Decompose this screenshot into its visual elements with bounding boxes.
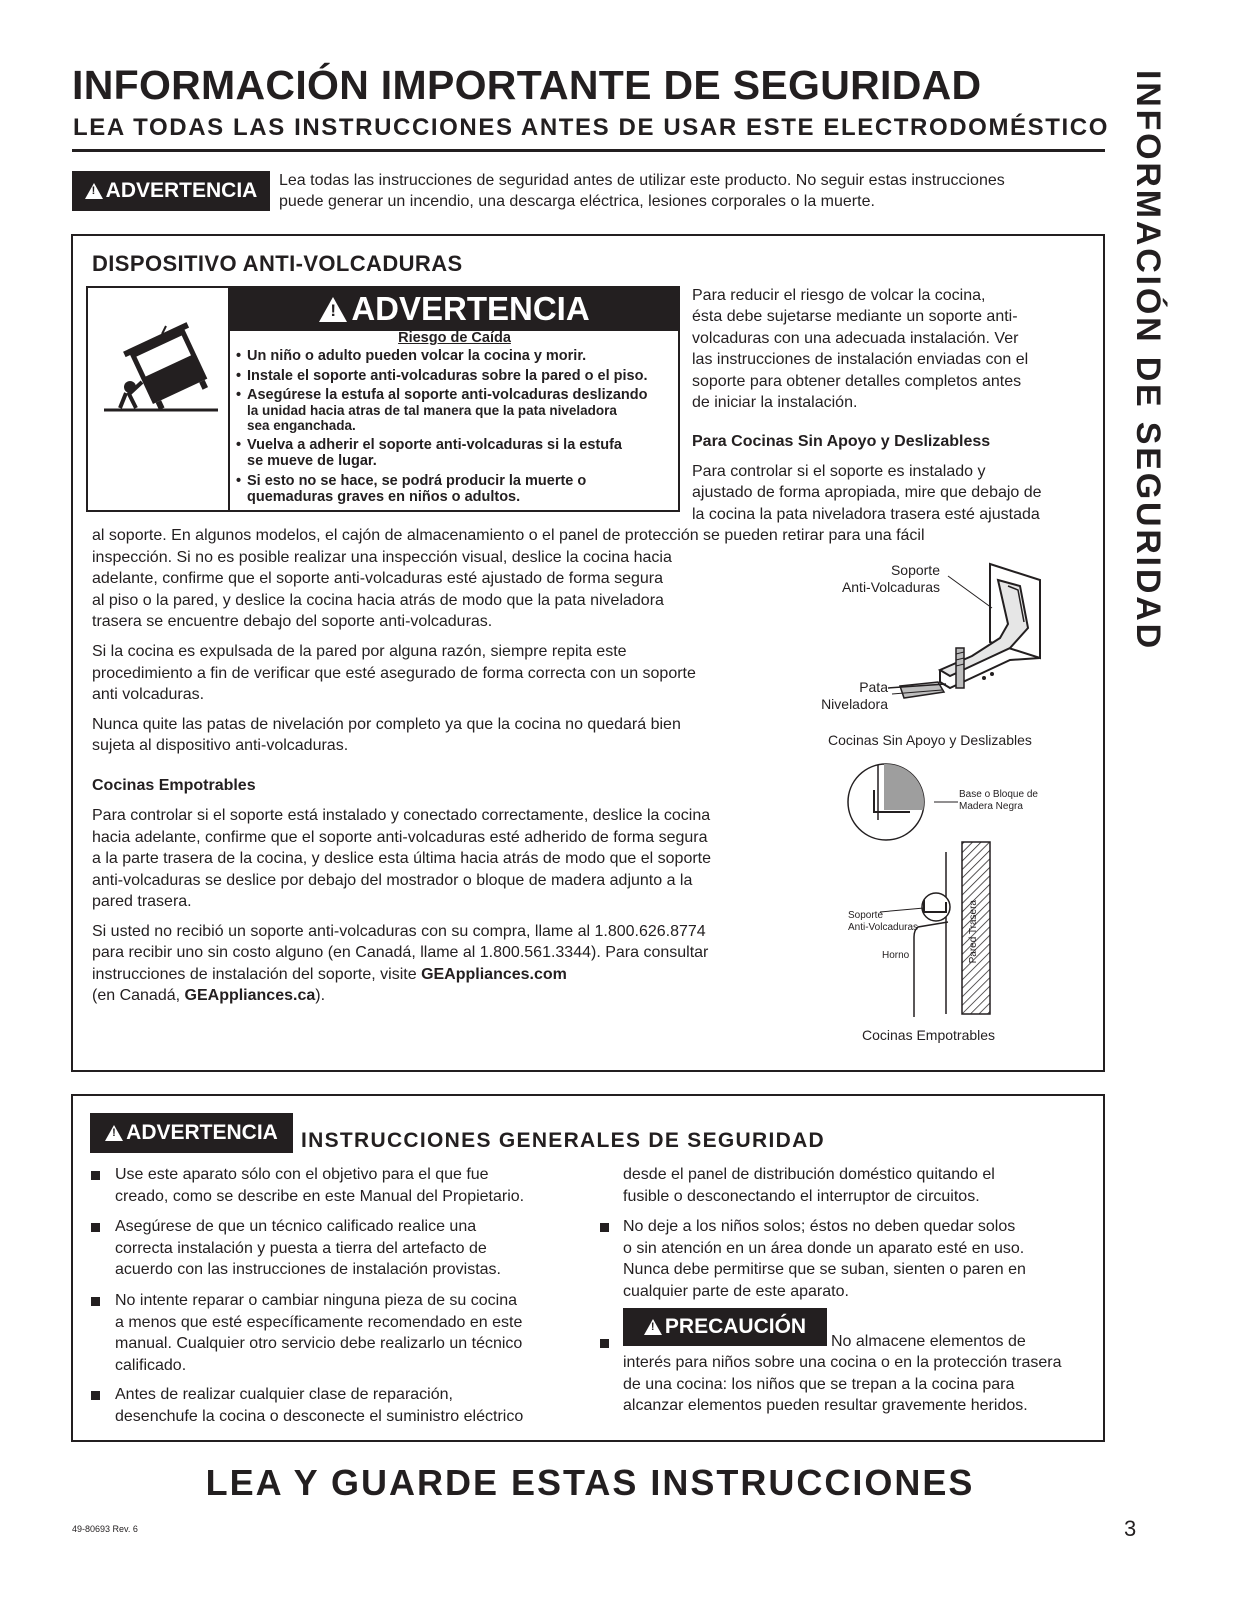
tip-warning-badge: ! ADVERTENCIA (230, 287, 679, 331)
tip-over-illustration (96, 320, 222, 416)
side-title-text: INFORMACIÓN DE SEGURIDAD (1129, 70, 1167, 651)
antitip-heading: DISPOSITIVO ANTI-VOLCADURAS (92, 251, 463, 276)
title-rule (72, 149, 1105, 152)
risk-label: Riesgo de Caída (398, 330, 511, 346)
builtin-p1-5: pared trasera. (92, 893, 192, 910)
fig1-bracket-label: Soporte (890, 562, 940, 578)
freestanding-p3-1: Nunca quite las patas de nivelación por completo ya que la cocina no quedará bien (92, 716, 681, 733)
general-heading: INSTRUCCIONES GENERALES DE SEGURIDAD (301, 1129, 826, 1152)
caution-line-3: alcanzar elementos pueden resultar gravemente heridos. (623, 1397, 1028, 1414)
antitip-intro-4: las instrucciones de instalación enviadas con el (692, 351, 1029, 368)
general-item-5: No deje a los niños solos; éstos no deben quedar solos o sin atención en un área donde un aparato esté en uso. Nunca debe permitirse que se suban, sienten o paren en cualquier parte de este aparato. (600, 1216, 1026, 1302)
fig2-oven-label: Horno (882, 950, 910, 961)
builtin-p1-3: a la parte trasera de la cocina, y deslice esta última hacia atrás de modo que el soporte (92, 850, 712, 867)
freestanding-line-3: la cocina la pata niveladora trasera esté ajustada (692, 506, 1040, 523)
builtin-p2-4: (en Canadá, GEAppliances.ca). (92, 987, 326, 1004)
page-subtitle: LEA TODAS LAS INSTRUCCIONES ANTES DE USAR ESTE ELECTRODOMÉSTICO (73, 114, 1109, 141)
fig2-bracket-label-2: Anti-Volcaduras (848, 922, 919, 933)
freestanding-p3-2: sujeta al dispositivo anti-volcaduras. (92, 737, 349, 754)
antitip-intro-1: Para reducir el riesgo de volcar la cocina, (692, 287, 986, 304)
warning-triangle-icon (644, 1319, 662, 1335)
warning-triangle-icon (319, 297, 347, 322)
side-title (1128, 70, 1178, 650)
builtin-p2-3: instrucciones de instalación del soporte, visite GEAppliances.com (92, 966, 567, 983)
fig2-block-label-2: Madera Negra (959, 801, 1023, 812)
page-title: INFORMACIÓN IMPORTANTE DE SEGURIDAD (72, 62, 982, 108)
antitip-intro-6: de iniciar la instalación. (692, 394, 858, 411)
freestanding-left-3: al piso o la pared, y deslice la cocina hacia atrás de modo que la pata niveladora (92, 592, 664, 609)
tip-warning-item: • Si esto no se hace, se podrá producir la muerte o quemaduras graves en niños o adultos. (231, 473, 677, 505)
builtin-p2-1: Si usted no recibió un soporte anti-volcaduras con su compra, llame al 1.800.626.8774 (92, 923, 706, 940)
page-number: 3 (1124, 1516, 1137, 1541)
caution-line-1: interés para niños sobre una cocina o en la protección trasera (623, 1354, 1062, 1371)
fig2-caption: Cocinas Empotrables (862, 1027, 996, 1043)
ge-link-us[interactable]: GEAppliances.com (421, 966, 567, 983)
fig2-bracket-label: Soporte (848, 910, 884, 921)
freestanding-left-4: trasera se encuentre debajo del soporte anti-volcaduras. (92, 613, 493, 630)
fig1-caption: Cocinas Sin Apoyo y Deslizables (828, 732, 1032, 748)
antitip-intro-3: volcaduras con una adecuada instalación. Ver (692, 330, 1019, 347)
general-continuation-1: desde el panel de distribución doméstico quitando el (623, 1166, 995, 1183)
freestanding-line-full: al soporte. En algunos modelos, el cajón de almacenamiento o el panel de protección se pueden retirar para una fácil (92, 527, 925, 544)
general-item-4: Antes de realizar cualquier clase de reparación, desenchufe la cocina o desconecte el suministro eléctrico (73, 1384, 523, 1427)
freestanding-line-2: ajustado de forma apropiada, mire que debajo de (692, 484, 1042, 501)
fig2-wall-label: Pared Trasera (968, 900, 979, 964)
tip-warning-item: • Asegúrese la estufa al soporte anti-volcaduras deslizando la unidad hacia atras de tal manera que la pata niveladora sea enganchada. (231, 388, 677, 433)
ge-link-ca[interactable]: GEAppliances.ca (184, 987, 316, 1004)
builtin-p1-4: anti-volcaduras se deslice por debajo del mostrador o bloque de madera adjunto a la (92, 872, 693, 889)
builtin-p1-2: hacia adelante, confirme que el soporte anti-volcaduras esté adherido de forma segura (92, 829, 708, 846)
warning-triangle-icon (105, 1125, 123, 1141)
general-item-2: Asegúrese de que un técnico calificado realice una correcta instalación y puesta a tierra del artefacto de acuerdo con las instrucciones de instalación provistas. (73, 1216, 501, 1281)
builtin-heading: Cocinas Empotrables (92, 777, 256, 794)
fig1-bracket-label-2: Anti-Volcaduras (841, 579, 940, 595)
doc-number: 49-80693 Rev. 6 (72, 1524, 138, 1534)
tip-warning-item: • Instale el soporte anti-volcaduras sobre la pared o el piso. (231, 368, 677, 384)
intro-line-2: puede generar un incendio, una descarga eléctrica, lesiones corporales o la muerte. (279, 193, 875, 210)
antitip-intro-2: ésta debe sujetarse mediante un soporte anti- (692, 308, 1018, 325)
freestanding-p2-1: Si la cocina es expulsada de la pared por alguna razón, siempre repita este (92, 643, 627, 660)
freestanding-heading: Para Cocinas Sin Apoyo y Deslizabless (692, 433, 991, 450)
intro-warning-badge: ! ADVERTENCIA (72, 171, 270, 211)
general-item-3: No intente reparar o cambiar ninguna pieza de su cocina a menos que esté específicamente recomendado en este manual. Cualquier otro servicio debe realizarlo un técnico calificado. (73, 1290, 522, 1376)
freestanding-left-2: adelante, confirme que el soporte anti-volcaduras esté ajustado de forma segura (92, 570, 664, 587)
caution-line-2: de una cocina: los niños que se trepan a la cocina para (623, 1376, 1015, 1393)
general-continuation-2: fusible o desconectando el interruptor de circuitos. (623, 1188, 980, 1205)
freestanding-line-1: Para controlar si el soporte es instalado y (692, 463, 986, 480)
builtin-p2-2: para recibir uno sin costo alguno (en Canadá, llame al 1.800.561.3344). Para consultar (92, 944, 709, 961)
fig2-block-label: Base o Bloque de (959, 789, 1038, 800)
antitip-intro-5: soporte para obtener detalles completos antes (692, 373, 1022, 390)
freestanding-p2-3: anti volcaduras. (92, 686, 205, 703)
freestanding-left-1: inspección. Si no es posible realizar una inspección visual, deslice la cocina hacia (92, 549, 672, 566)
tip-warning-item: • Vuelva a adherir el soporte anti-volcaduras si la estufa se mueve de lugar. (231, 437, 677, 469)
bullet-square (600, 1339, 609, 1348)
tip-warning-item: • Un niño o adulto pueden volcar la cocina y morir. (231, 348, 677, 364)
builtin-p1-1: Para controlar si el soporte está instalado y conectado correctamente, deslice la cocina (92, 807, 711, 824)
general-warning-badge: ! ADVERTENCIA (90, 1113, 293, 1153)
warning-triangle-icon (85, 183, 103, 199)
freestanding-p2-2: procedimiento a fin de verificar que esté asegurado de forma correcta con un soporte (92, 665, 696, 682)
caution-badge: ! PRECAUCIÓN (623, 1308, 827, 1346)
tip-warning-list (231, 344, 677, 505)
intro-line-1: Lea todas las instrucciones de seguridad antes de utilizar este producto. No seguir estas instrucciones (279, 172, 1005, 189)
fig1-leg-label-2: Niveladora (821, 696, 888, 712)
fig1-leg-label: Pata (859, 679, 888, 695)
footer-title: LEA Y GUARDE ESTAS INSTRUCCIONES (205, 1462, 975, 1503)
caution-first-line: No almacene elementos de (831, 1333, 1026, 1350)
general-item-1: Use este aparato sólo con el objetivo para el que fue creado, como se describe en este Manual del Propietario. (73, 1164, 524, 1207)
